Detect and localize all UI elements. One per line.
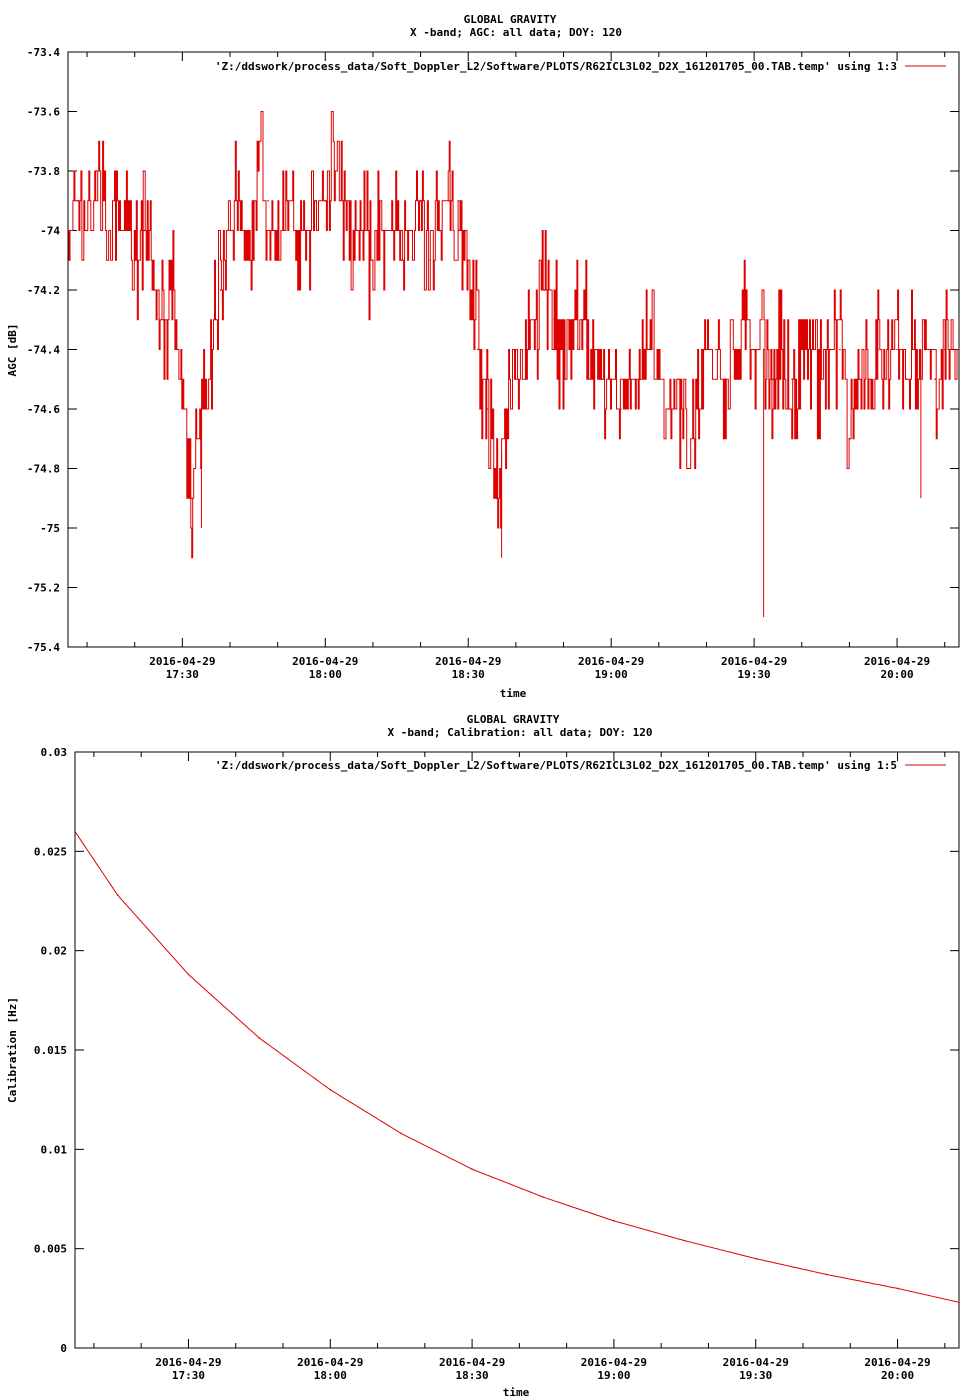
agc-data-point [820, 378, 822, 380]
agc-data-point [163, 319, 165, 321]
agc-data-point [210, 349, 212, 351]
agc-data-point [220, 289, 222, 291]
agc-data-point [344, 200, 346, 202]
calibration-data-point [188, 974, 190, 976]
agc-y-tick-label: -73.6 [26, 105, 60, 119]
agc-y-tick-label: -74 [40, 224, 60, 238]
agc-y-axis-label: AGC [dB] [6, 323, 19, 377]
agc-data-point [134, 259, 136, 261]
agc-data-point [772, 378, 774, 380]
agc-data-point [305, 230, 307, 232]
agc-data-point [239, 200, 241, 202]
agc-x-tick-date: 2016-04-29 [435, 655, 502, 668]
calibration-x-tick-date: 2016-04-29 [155, 1356, 222, 1369]
agc-data-point [267, 200, 269, 202]
agc-data-point [382, 230, 384, 232]
agc-data-point [448, 200, 450, 202]
calibration-data-point [330, 1089, 332, 1091]
agc-y-tick-label: -75.4 [26, 641, 60, 654]
agc-data-point [544, 289, 546, 291]
agc-legend-label: 'Z:/ddswork/process_data/Soft_Doppler_L2/Software/PLOTS/R62ICL3L02_D2X_161201705_00.TAB.temp' using 1:3 [214, 60, 897, 73]
agc-y-tick-label: -75 [40, 522, 60, 535]
calibration-data-point [400, 1133, 402, 1135]
agc-y-tick-label: -74.2 [26, 284, 60, 297]
agc-data-point [172, 289, 174, 291]
agc-data-point [153, 289, 155, 291]
agc-data-point [591, 349, 593, 351]
agc-data-point [496, 498, 498, 500]
calibration-data-point [542, 1196, 544, 1198]
agc-y-tick-label: -73.8 [26, 165, 60, 178]
agc-legend [215, 60, 946, 73]
agc-data-point [258, 170, 260, 172]
agc-x-tick-time: 20:00 [880, 668, 914, 681]
agc-data-point [934, 378, 936, 380]
calibration-y-tick-label: 0.015 [33, 1044, 67, 1057]
calibration-x-tick-date: 2016-04-29 [438, 1356, 506, 1369]
agc-data-point [944, 349, 946, 351]
agc-data-point [191, 498, 193, 500]
agc-x-tick-time: 19:30 [737, 668, 771, 681]
agc-data-point [143, 230, 145, 232]
calibration-data-point [259, 1037, 261, 1039]
agc-data-point [839, 349, 841, 351]
agc-data-point [801, 349, 803, 351]
calibration-data-point [684, 1240, 686, 1242]
agc-data-point [182, 378, 184, 380]
agc-x-tick-time: 18:00 [308, 668, 342, 681]
agc-data-point [744, 319, 746, 321]
agc-data-point [458, 230, 460, 232]
agc-data-point [201, 408, 203, 410]
agc-data-point [534, 319, 536, 321]
agc-data-point [363, 230, 365, 232]
calibration-x-tick-time: 18:00 [313, 1369, 347, 1382]
agc-data-point [629, 349, 631, 351]
calibration-data-point [958, 1302, 960, 1304]
agc-data-point [515, 378, 517, 380]
calibration-data-point [613, 1220, 615, 1222]
calibration-y-ticks [34, 746, 959, 1355]
agc-data-point [315, 200, 317, 202]
agc-data-point [915, 349, 917, 351]
calibration-x-tick-time: 18:30 [455, 1369, 489, 1382]
agc-data-point [124, 200, 126, 202]
agc-data-point [639, 378, 641, 380]
agc-data-point [525, 349, 527, 351]
agc-data-point [334, 170, 336, 172]
agc-data-point [391, 230, 393, 232]
calibration-data-point [755, 1258, 757, 1260]
agc-data-point [782, 349, 784, 351]
agc-data-point [763, 349, 765, 351]
agc-data-point [77, 200, 79, 202]
agc-data-layer [67, 112, 959, 618]
agc-data-point [858, 378, 860, 380]
calibration-x-tick-date: 2016-04-29 [722, 1356, 789, 1369]
calibration-data-point [117, 894, 119, 896]
calibration-y-tick-label: 0.01 [40, 1143, 67, 1157]
agc-data-point [286, 200, 288, 202]
agc-x-tick-time: 19:00 [594, 668, 628, 681]
calibration-legend-label: 'Z:/ddswork/process_data/Soft_Doppler_L2/Software/PLOTS/R62ICL3L02_D2X_161201705_00.TAB.temp' using 1:5 [214, 759, 897, 772]
agc-y-tick-label: -74.8 [26, 462, 60, 476]
agc-y-tick-label: -74.6 [26, 403, 60, 416]
agc-y-tick-label: -75.2 [26, 581, 60, 595]
agc-chart-title: GLOBAL GRAVITY [463, 13, 557, 26]
agc-y-tick-label: -73.4 [26, 46, 60, 59]
calibration-x-tick-date: 2016-04-29 [864, 1356, 931, 1369]
calibration-data-point [897, 1288, 899, 1290]
agc-x-tick-time: 18:30 [451, 668, 485, 681]
calibration-y-axis-label: Calibration [Hz] [6, 997, 19, 1103]
agc-data-point [353, 230, 355, 232]
agc-x-tick-date: 2016-04-29 [721, 655, 788, 668]
agc-data-point [296, 230, 298, 232]
agc-x-tick-date: 2016-04-29 [149, 655, 216, 668]
agc-chart-subtitle: X -band; AGC: all data; DOY: 120 [410, 26, 622, 39]
agc-data-point [553, 319, 555, 321]
agc-chart [6, 13, 959, 700]
agc-data-point [325, 200, 327, 202]
agc-data-point [477, 349, 479, 351]
calibration-chart-title: GLOBAL GRAVITY [466, 713, 560, 726]
agc-data-point [649, 349, 651, 351]
calibration-x-tick-date: 2016-04-29 [580, 1356, 648, 1369]
agc-data-point [658, 378, 660, 380]
agc-data-point [410, 230, 412, 232]
agc-x-tick-date: 2016-04-29 [292, 655, 359, 668]
agc-data-point [401, 259, 403, 261]
agc-data-point [67, 230, 69, 232]
calibration-x-ticks [94, 752, 945, 1382]
agc-data-point [830, 349, 832, 351]
agc-data-point [229, 230, 231, 232]
agc-data-point [277, 230, 279, 232]
agc-data-point [811, 349, 813, 351]
calibration-series-line [75, 832, 959, 1303]
calibration-y-tick-label: 0.025 [33, 845, 67, 859]
calibration-legend [215, 759, 946, 772]
agc-data-point [563, 349, 565, 351]
agc-data-point [906, 378, 908, 380]
calibration-x-tick-time: 19:30 [739, 1369, 773, 1382]
agc-data-point [105, 230, 107, 232]
agc-x-axis-label: time [499, 687, 527, 700]
agc-data-point [439, 230, 441, 232]
agc-data-point [115, 200, 117, 202]
agc-y-tick-label: -74.4 [26, 343, 60, 357]
agc-data-point [610, 378, 612, 380]
agc-data-point [849, 438, 851, 440]
agc-data-point [248, 230, 250, 232]
agc-data-point [896, 349, 898, 351]
calibration-data-point [74, 831, 76, 833]
calibration-x-tick-time: 20:00 [880, 1369, 915, 1382]
agc-data-point [877, 349, 879, 351]
agc-data-point [753, 349, 755, 351]
calibration-chart-subtitle: X -band; Calibration: all data; DOY: 120 [387, 726, 653, 739]
agc-data-point [706, 349, 708, 351]
agc-x-tick-date: 2016-04-29 [863, 655, 931, 668]
agc-data-point [620, 408, 622, 410]
agc-x-tick-date: 2016-04-29 [578, 655, 645, 668]
agc-x-tick-time: 17:30 [165, 668, 199, 681]
calibration-y-tick-label: 0.03 [40, 746, 67, 759]
calibration-y-tick-label: 0 [60, 1342, 67, 1355]
calibration-y-tick-label: 0.005 [33, 1242, 67, 1256]
agc-data-point [86, 230, 88, 232]
agc-data-point [925, 349, 927, 351]
calibration-x-tick-time: 17:30 [171, 1369, 206, 1382]
calibration-data-point [471, 1168, 473, 1170]
agc-data-point [572, 319, 574, 321]
calibration-y-tick-label: 0.02 [40, 944, 67, 958]
calibration-plot-area [34, 746, 960, 1382]
agc-data-point [372, 259, 374, 261]
agc-data-point [868, 378, 870, 380]
calibration-x-tick-time: 19:00 [597, 1369, 631, 1382]
agc-data-point [715, 349, 717, 351]
calibration-data-layer [74, 831, 960, 1303]
agc-data-point [696, 378, 698, 380]
agc-data-point [96, 170, 98, 172]
agc-data-point [467, 259, 469, 261]
agc-plot-area [27, 46, 959, 681]
agc-data-point [506, 408, 508, 410]
agc-data-point [791, 378, 793, 380]
agc-data-point [725, 378, 727, 380]
agc-data-point [429, 259, 431, 261]
agc-data-point [953, 349, 955, 351]
agc-data-point [668, 408, 670, 410]
agc-data-point [420, 200, 422, 202]
agc-data-point [887, 349, 889, 351]
calibration-chart [6, 713, 960, 1399]
agc-data-point [582, 319, 584, 321]
agc-data-point [677, 378, 679, 380]
agc-data-point [487, 408, 489, 410]
calibration-x-axis-label: time [502, 1386, 530, 1399]
agc-data-point [734, 349, 736, 351]
calibration-x-tick-date: 2016-04-29 [297, 1356, 364, 1369]
agc-data-point [687, 468, 689, 470]
agc-data-point [601, 378, 603, 380]
calibration-plot-frame [75, 752, 959, 1348]
calibration-data-point [826, 1274, 828, 1276]
